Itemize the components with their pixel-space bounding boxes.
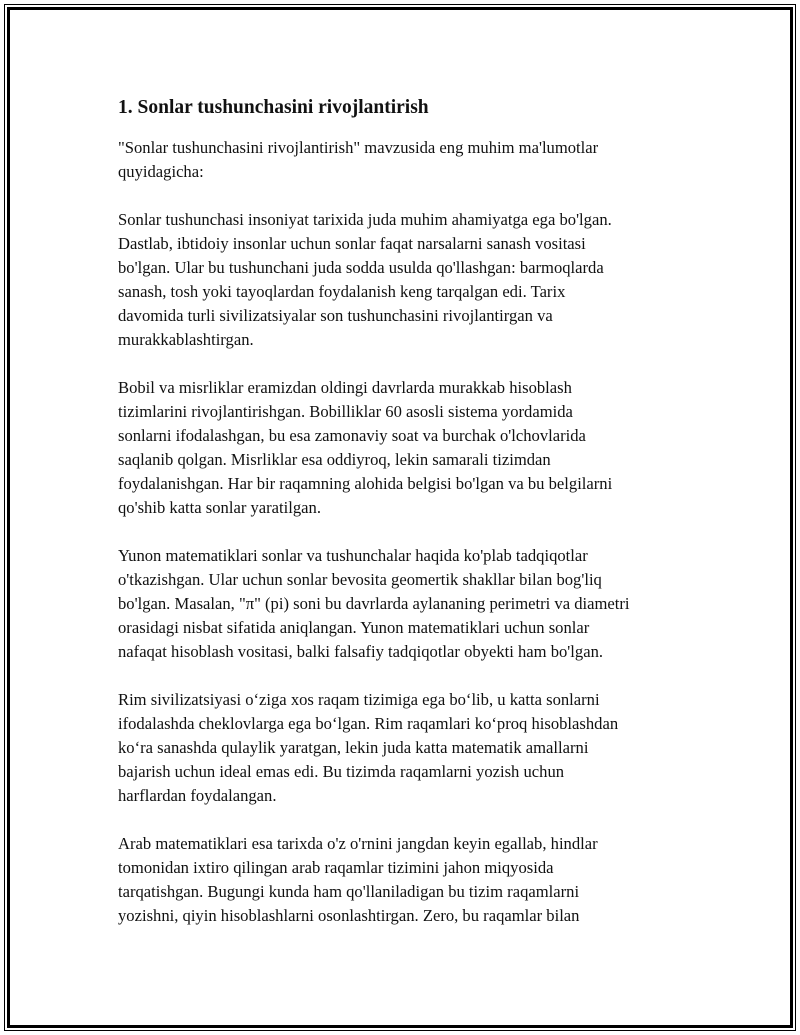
text-line: nafaqat hisoblash vositasi, balki falsafiy tadqiqotlar obyekti ham bo'lgan. bbox=[118, 642, 604, 661]
text-line: murakkablashtirgan. bbox=[118, 330, 254, 349]
text-line: Sonlar tushunchasi insoniyat tarixida juda muhim ahamiyatga ega bo'lgan. bbox=[118, 210, 612, 229]
document-body bbox=[118, 96, 698, 952]
text-line: Yunon matematiklari sonlar va tushunchalar haqida ko'plab tadqiqotlar bbox=[118, 546, 588, 565]
paragraph-bobil-misr bbox=[118, 376, 698, 520]
text-line: bajarish uchun ideal emas edi. Bu tizimda raqamlarni yozish uchun bbox=[118, 762, 565, 781]
text-line: saqlanib qolgan. Misrliklar esa oddiyroq, lekin samarali tizimdan bbox=[118, 450, 551, 469]
text-line: bo'lgan. Ular bu tushunchani juda sodda usulda qo'llashgan: barmoqlarda bbox=[118, 258, 604, 277]
text-line: qo'shib katta sonlar yaratilgan. bbox=[118, 498, 321, 517]
text-line: foydalanishgan. Har bir raqamning alohida belgisi bo'lgan va bu belgilarni bbox=[118, 474, 613, 493]
text-line: tarqatishgan. Bugungi kunda ham qo'llaniladigan bu tizim raqamlarni bbox=[118, 882, 580, 901]
paragraph-rim bbox=[118, 688, 698, 808]
text-line: bo'lgan. Masalan, "π" (pi) soni bu davrlarda aylananing perimetri va diametri bbox=[118, 594, 630, 613]
paragraph-sonlar-tushunchasi bbox=[118, 208, 698, 352]
text-line: Arab matematiklari esa tarixda o'z o'rnini jangdan keyin egallab, hindlar bbox=[118, 834, 598, 853]
text-line: ko‘ra sanashda qulaylik yaratgan, lekin juda katta matematik amallarni bbox=[118, 738, 589, 757]
text-line: Bobil va misrliklar eramizdan oldingi davrlarda murakkab hisoblash bbox=[118, 378, 572, 397]
text-line: tomonidan ixtiro qilingan arab raqamlar tizimini jahon miqyosida bbox=[118, 858, 554, 877]
document-title: 1. Sonlar tushunchasini rivojlantirish bbox=[118, 97, 429, 118]
text-line: sanash, tosh yoki tayoqlardan foydalanish keng tarqalgan edi. Tarix bbox=[118, 282, 566, 301]
text-line: o'tkazishgan. Ular uchun sonlar bevosita geomertik shakllar bilan bog'liq bbox=[118, 570, 602, 589]
text-line: yozishni, qiyin hisoblashlarni osonlashtirgan. Zero, bu raqamlar bilan bbox=[118, 906, 580, 925]
paragraph-yunon bbox=[118, 544, 698, 664]
text-line: tizimlarini rivojlantirishgan. Bobilliklar 60 asosli sistema yordamida bbox=[118, 402, 573, 421]
text-line: davomida turli sivilizatsiyalar son tushunchasini rivojlantirgan va bbox=[118, 306, 553, 325]
text-line: Rim sivilizatsiyasi o‘ziga xos raqam tizimiga ega bo‘lib, u katta sonlarni bbox=[118, 690, 600, 709]
text-line: ifodalashda cheklovlarga ega bo‘lgan. Rim raqamlari ko‘proq hisoblashdan bbox=[118, 714, 619, 733]
text-line: Dastlab, ibtidoiy insonlar uchun sonlar faqat narsalarni sanash vositasi bbox=[118, 234, 586, 253]
text-line: "Sonlar tushunchasini rivojlantirish" mavzusida eng muhim ma'lumotlar bbox=[118, 138, 599, 157]
text-line: sonlarni ifodalashgan, bu esa zamonaviy soat va burchak o'lchovlarida bbox=[118, 426, 586, 445]
text-line: quyidagicha: bbox=[118, 162, 204, 181]
paragraph-intro bbox=[118, 136, 698, 184]
paragraph-arab bbox=[118, 832, 698, 928]
text-line: orasidagi nisbat sifatida aniqlangan. Yunon matematiklari uchun sonlar bbox=[118, 618, 590, 637]
text-line: harflardan foydalangan. bbox=[118, 786, 277, 805]
